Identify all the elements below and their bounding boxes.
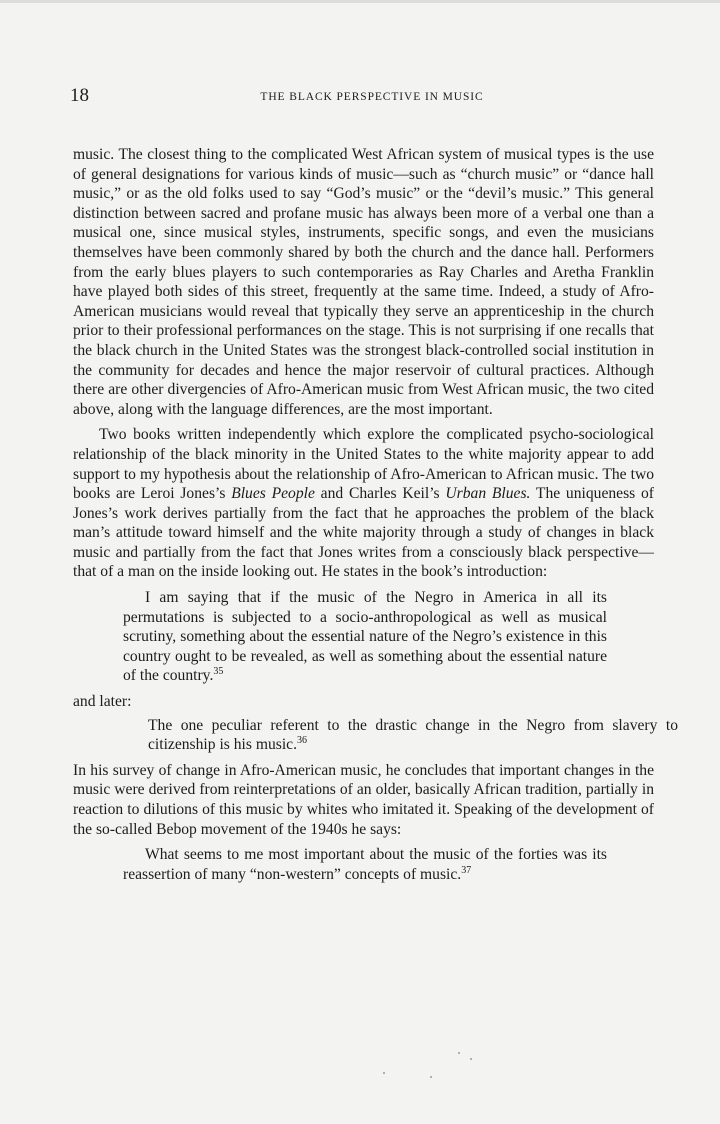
paper-speck — [458, 1052, 460, 1054]
page-top-edge — [0, 0, 720, 3]
paragraph-2-text-b: and Charles Keil’s — [314, 485, 446, 503]
book-title-urban-blues: Urban Blues. — [445, 485, 531, 503]
block-quote-1-text: I am saying that if the music of the Negro in America in all its permutations is subjected to a socio-anthropological as well as musical scrutiny, something about the essential nature of the Negro’s existence in this country ought to be revealed, as well as something about the essential nature of the country. — [123, 589, 607, 685]
paragraph-3: In his survey of change in Afro-American music, he concludes that important changes in the music were derived from reinterpretations of an older, basically African tradition, partially in reaction to dilutions of this music by whites who imitated it. Speaking of the development of the so-called Bebop movement of the 1940s he says: — [73, 761, 654, 838]
paragraph-2-text-c: The uniqueness of Jones’s work derives partially from the fact that he approaches the problem of the black man’s attitude toward himself and the white majority through a study of changes in black music and partially from the fact that Jones writes from a consciously black perspective—that of a man on the inside looking out. He states in the book’s introduction: — [73, 485, 654, 581]
and-later-label: and later: — [73, 693, 132, 711]
footnote-ref-36: 36 — [297, 735, 307, 747]
paper-speck — [430, 1076, 432, 1078]
paper-speck — [470, 1058, 472, 1060]
footnote-ref-35: 35 — [213, 666, 224, 678]
block-quote-3-text: What seems to me most important about the music of the forties was its reassertion of many “non-western” concepts of music. — [123, 846, 607, 883]
running-head: THE BLACK PERSPECTIVE IN MUSIC — [260, 91, 484, 103]
block-quote-3 — [123, 845, 607, 884]
paper-speck — [383, 1072, 385, 1074]
block-quote-2-text: The one peculiar referent to the drastic change in the Negro from slavery to citizenship is his music. — [148, 716, 678, 754]
page-header — [70, 85, 658, 109]
footnote-ref-37: 37 — [461, 864, 472, 876]
page-number: 18 — [70, 85, 89, 106]
block-quote-2 — [148, 716, 678, 755]
paragraph-1: music. The closest thing to the complicated West African system of musical types is the use of general designations for various kinds of music—such as “church music” or “dance hall music,” or as the old folks used to say “God’s music” or the “devil’s music.” This general distinction between sacred and profane music has always been more of a verbal one than a musical one, since musical styles, instruments, specific songs, and even the musicians themselves have been commonly shared by both the church and the dance hall. Performers from the early blues players to such contemporaries as Ray Charles and Aretha Franklin have played both sides of this street, frequently at the same time. Indeed, a study of Afro-American musicians would reveal that typically they serve an apprenticeship in the church prior to their professional performances on the stage. This is not surprising if one recalls that the black church in the United States was the strongest black-controlled social institution in the community for decades and hence the major reservoir of cultural practices. Although there are other divergencies of Afro-American music from West African music, the two cited above, along with the language differences, are the most important. — [73, 146, 654, 418]
paragraph-2-text-a: Two books written independently which explore the complicated psycho-sociological relationship of the black minority in the United States to the white majority appear to add support to my hypothesis about the relationship of Afro-American to African music. The two books are Leroi Jones’s — [73, 426, 654, 503]
article-body — [73, 145, 678, 884]
block-quote-1 — [123, 588, 607, 686]
paragraph-2 — [73, 425, 654, 582]
book-title-blues-people: Blues People — [231, 485, 315, 503]
